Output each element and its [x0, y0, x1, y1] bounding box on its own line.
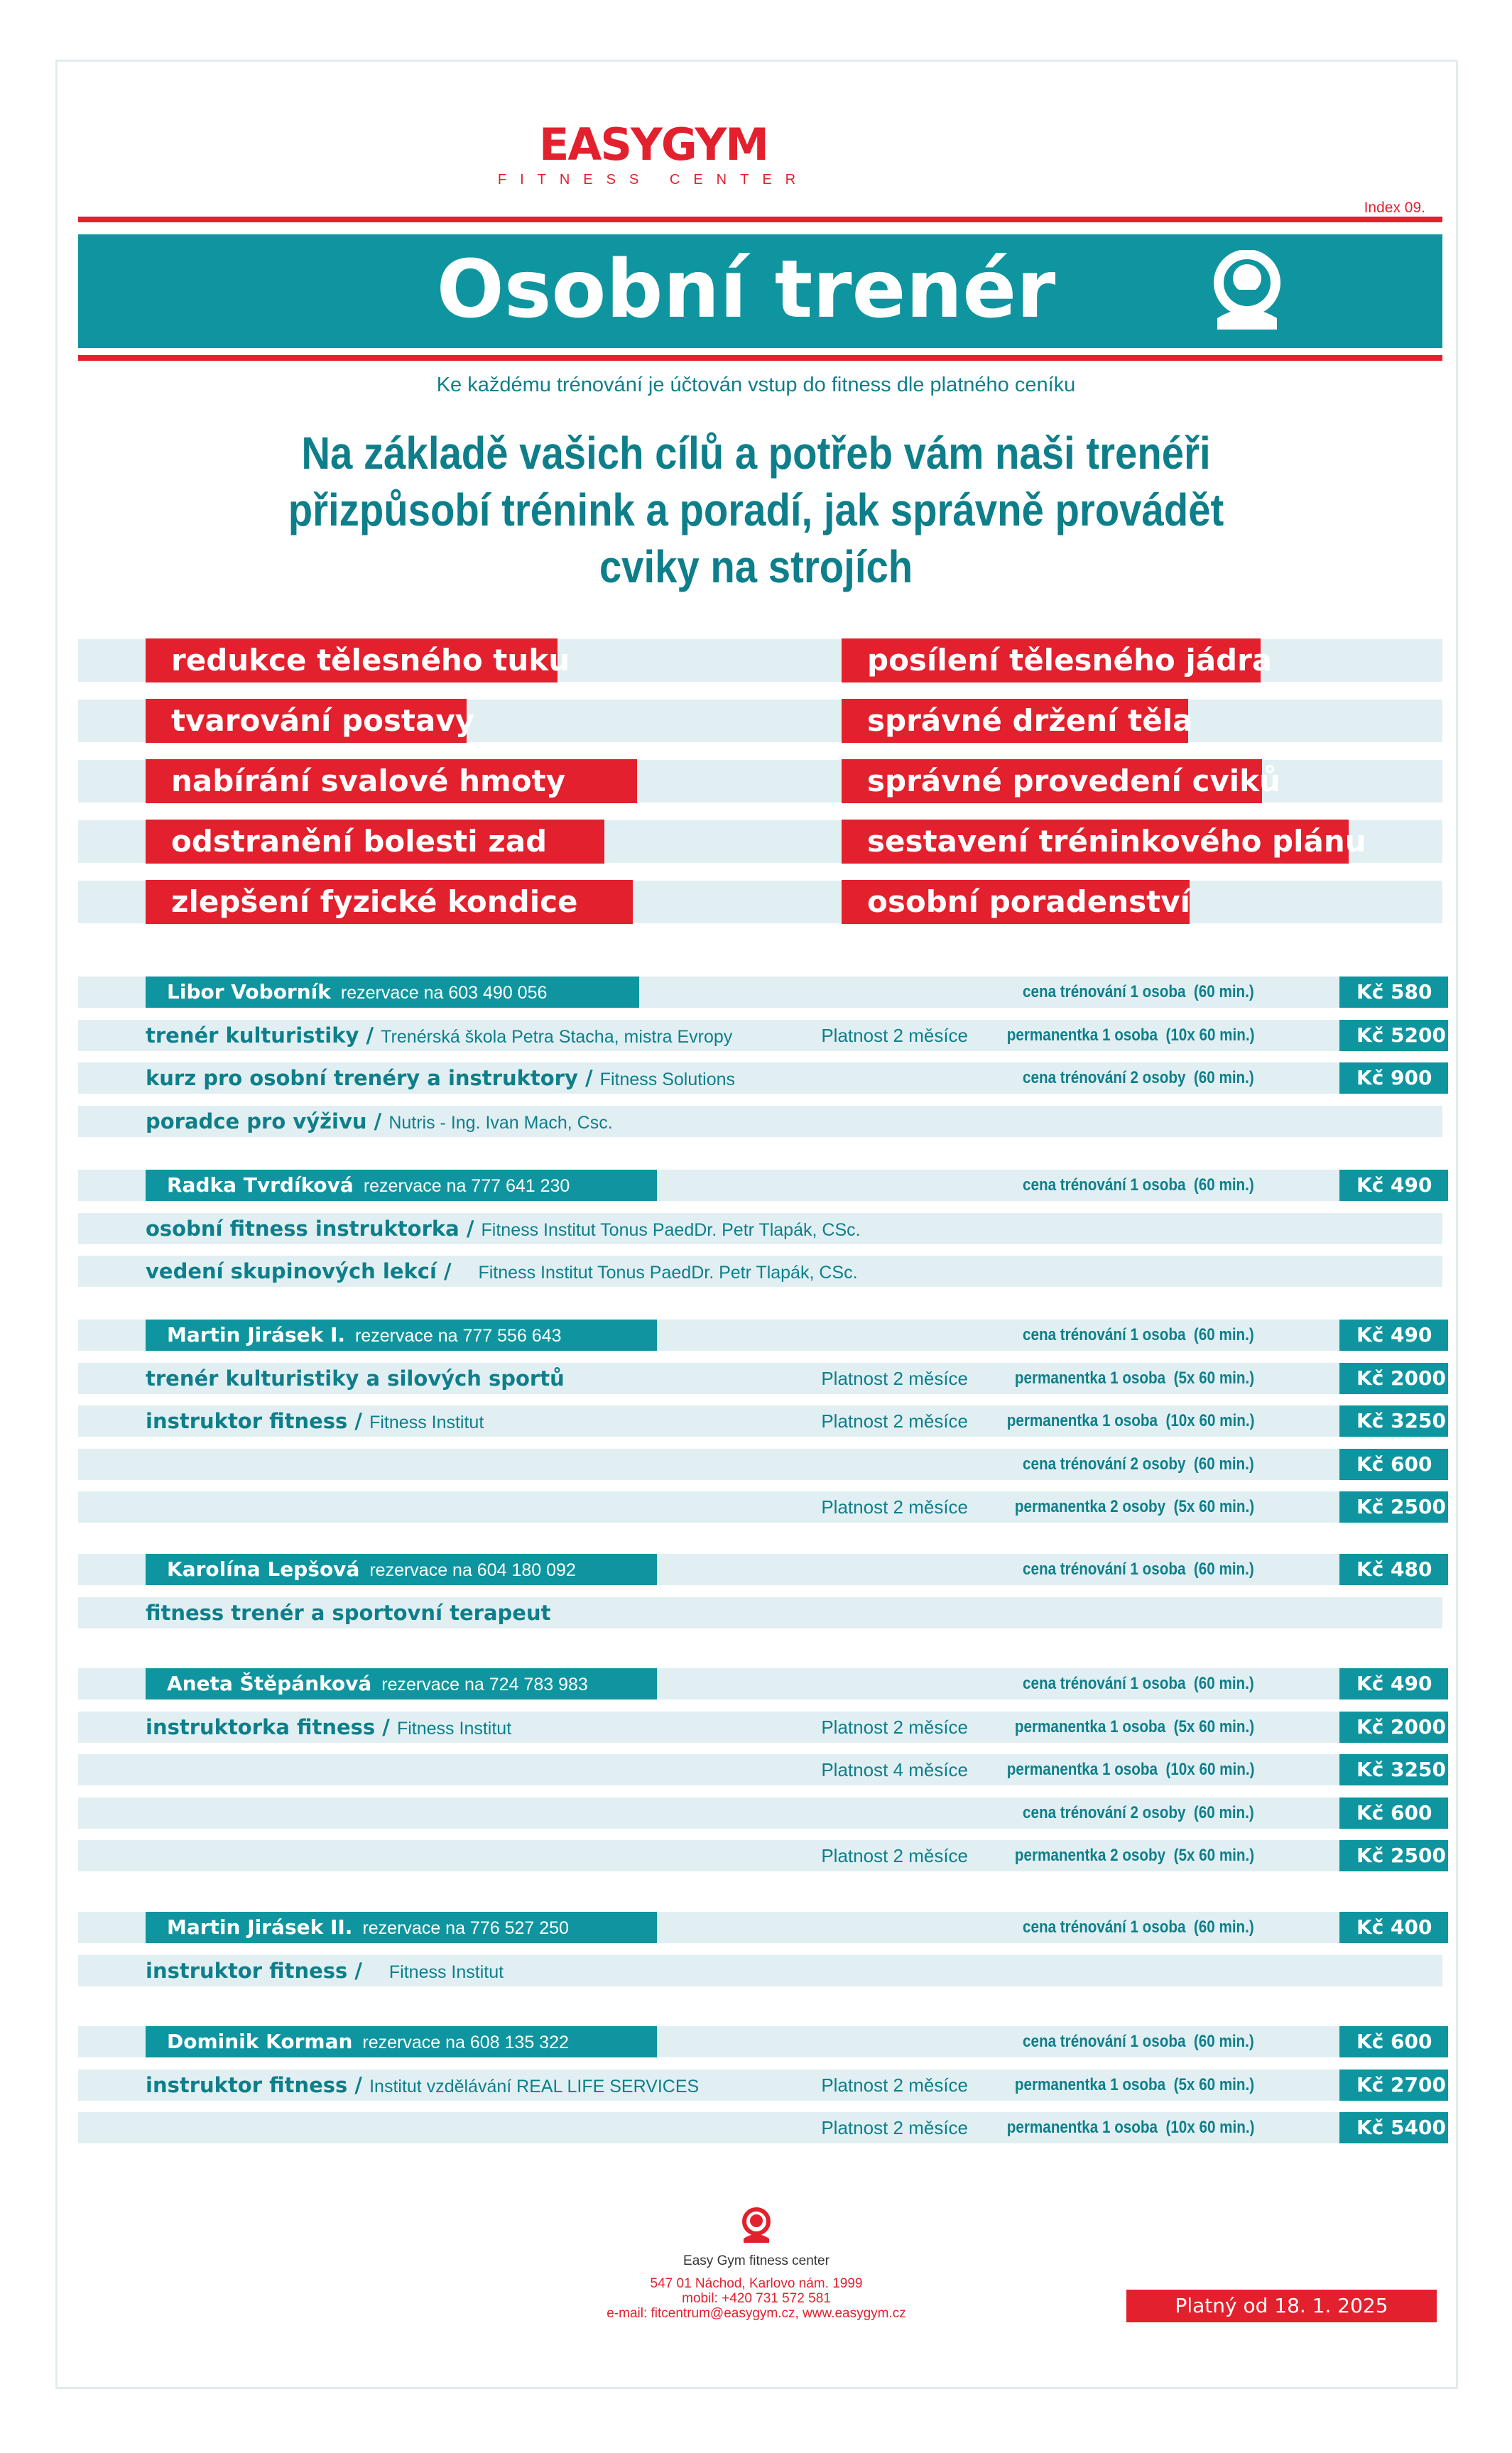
- price-value: Kč 5200: [1339, 1020, 1448, 1051]
- trainer-detail-row: [78, 1597, 1442, 1628]
- trainer-name-tag: [146, 1170, 657, 1201]
- goal-label: správné provedení cviků: [842, 759, 1262, 803]
- price-value: Kč 490: [1339, 1170, 1448, 1201]
- footer-mobile: mobil: +420 731 572 581: [682, 2291, 831, 2306]
- price-value: Kč 900: [1339, 1062, 1448, 1094]
- title-banner: [78, 234, 1442, 348]
- goal-label: sestavení tréninkového plánu: [842, 820, 1349, 864]
- footer-company: Easy Gym fitness center: [683, 2253, 830, 2268]
- index-label: Index 09.: [1364, 200, 1425, 216]
- logo-main: EASYGYM: [538, 119, 768, 170]
- trainer-detail-row: [78, 1256, 1442, 1287]
- trainer-detail-row: [78, 1363, 1446, 1394]
- price-label: cena trénování 1 osoba (60 min.): [1023, 1674, 1254, 1693]
- trainer-name-tag: [146, 1554, 657, 1585]
- trainer-reservation-phone: rezervace na 604 180 092: [369, 1560, 576, 1580]
- price-label: cena trénování 1 osoba (60 min.): [1023, 1918, 1254, 1937]
- headline-line-3: cviky na strojích: [599, 541, 913, 592]
- qualification-source: Fitness Institut Tonus PaedDr. Petr Tlapák, CSc.: [458, 1263, 858, 1283]
- trainer-reservation-phone: rezervace na 608 135 322: [362, 2033, 569, 2052]
- valid-from-badge: Platný od 18. 1. 2025: [1126, 2290, 1437, 2322]
- price-value: Kč 5400: [1339, 2112, 1448, 2143]
- trainer-name: Aneta Štěpánková: [167, 1672, 372, 1695]
- trainer-detail-row: [78, 2069, 1446, 2101]
- trainer-reservation-phone: rezervace na 776 527 250: [362, 1918, 569, 1938]
- price-value: Kč 480: [1339, 1554, 1448, 1585]
- trainer-reservation-phone: rezervace na 603 490 056: [340, 983, 548, 1003]
- trainer-qualification: [146, 1363, 565, 1398]
- price-label: permanentka 2 osoby (5x 60 min.): [1014, 1497, 1254, 1516]
- trainer-detail-row: [78, 1712, 1446, 1743]
- trainer-name-tag: [146, 1320, 657, 1351]
- qualification-source: Trenérská škola Petra Stacha, mistra Evropy: [381, 1027, 733, 1047]
- trainer-name-tag: [146, 1668, 657, 1699]
- goal-label: osobní poradenství: [842, 880, 1190, 924]
- price-value: Kč 2000: [1339, 1712, 1448, 1743]
- price-label: cena trénování 1 osoba (60 min.): [1023, 2032, 1254, 2051]
- price-value: Kč 3250: [1339, 1754, 1448, 1785]
- price-value: Kč 2500: [1339, 1840, 1448, 1871]
- trainer-detail-row: [78, 1020, 1446, 1051]
- trainer-header-row: [78, 1554, 1442, 1585]
- qualification-source: Fitness Institut Tonus PaedDr. Petr Tlapák, CSc.: [481, 1220, 861, 1240]
- trainer-header-row: [78, 1912, 1442, 1943]
- footer-address: 547 01 Náchod, Karlovo nám. 1999: [650, 2276, 863, 2291]
- validity-period: Platnost 2 měsíce: [821, 1717, 968, 1738]
- trainer-detail-row: [78, 1840, 1446, 1871]
- price-value: Kč 600: [1339, 1449, 1448, 1480]
- trainer-name: Libor Voborník: [167, 980, 331, 1003]
- qualification-title: fitness trenér a sportovní terapeut: [146, 1601, 551, 1625]
- trainer-name-tag: [146, 977, 639, 1008]
- easygym-figure-icon: [738, 2207, 775, 2244]
- price-label: cena trénování 2 osoby (60 min.): [1023, 1068, 1254, 1087]
- validity-period: Platnost 2 měsíce: [821, 1368, 968, 1389]
- qualification-source: Fitness Institut: [396, 1719, 512, 1739]
- trainer-qualification: [146, 1256, 858, 1291]
- trainer-name: Radka Tvrdíková: [167, 1173, 354, 1197]
- goal-label: zlepšení fyzické kondice: [146, 880, 633, 924]
- trainer-name: Karolína Lepšová: [167, 1557, 360, 1581]
- trainer-header-row: [78, 2026, 1442, 2057]
- price-label: permanentka 1 osoba (5x 60 min.): [1014, 1717, 1254, 1736]
- top-red-line: [78, 217, 1442, 222]
- price-value: Kč 2000: [1339, 1363, 1448, 1394]
- price-label: permanentka 1 osoba (5x 60 min.): [1014, 2075, 1254, 2094]
- trainer-detail-row: [78, 2112, 1446, 2143]
- trainer-qualification: [146, 1405, 484, 1441]
- trainer-header-row: [78, 1170, 1442, 1201]
- headline-line-2: přizpůsobí trénink a poradí, jak správně provádět: [288, 484, 1224, 535]
- headline-line-1: Na základě vašich cílů a potřeb vám naši trenéři: [301, 428, 1211, 479]
- trainer-qualification: [146, 1020, 732, 1055]
- trainer-name: Dominik Korman: [167, 2030, 353, 2053]
- price-label: permanentka 1 osoba (5x 60 min.): [1014, 1369, 1254, 1388]
- trainer-detail-row: [78, 1405, 1446, 1437]
- trainer-reservation-phone: rezervace na 777 556 643: [355, 1326, 562, 1346]
- trainer-name: Martin Jirásek II.: [167, 1915, 353, 1939]
- validity-period: Platnost 2 měsíce: [821, 1410, 968, 1432]
- price-label: cena trénování 2 osoby (60 min.): [1023, 1454, 1254, 1474]
- trainer-detail-row: [78, 1062, 1442, 1094]
- footer: [533, 2207, 980, 2321]
- qualification-title: vedení skupinových lekcí /: [146, 1259, 459, 1283]
- trainer-detail-row: [78, 1213, 1442, 1244]
- trainer-detail-row: [78, 1955, 1442, 1986]
- validity-period: Platnost 2 měsíce: [821, 1025, 968, 1046]
- trainer-detail-row: [78, 1754, 1446, 1785]
- price-value: Kč 2700: [1339, 2069, 1448, 2101]
- qualification-title: instruktor fitness /: [146, 1409, 370, 1433]
- trainer-qualification: [146, 1597, 550, 1633]
- qualification-title: trenér kulturistiky /: [146, 1023, 381, 1048]
- qualification-source: Fitness Institut: [369, 1413, 484, 1432]
- headline: [91, 425, 1422, 595]
- price-value: Kč 400: [1339, 1912, 1448, 1943]
- goal-label: redukce tělesného tuku: [146, 638, 558, 682]
- trainer-name: Martin Jirásek I.: [167, 1323, 346, 1347]
- qualification-title: instruktorka fitness /: [146, 1715, 397, 1739]
- price-label: cena trénování 1 osoba (60 min.): [1023, 1175, 1254, 1195]
- validity-period: Platnost 2 měsíce: [821, 2074, 968, 2096]
- trainer-qualification: [146, 1062, 735, 1098]
- qualification-source: Institut vzdělávání REAL LIFE SERVICES: [369, 2077, 700, 2096]
- price-label: cena trénování 2 osoby (60 min.): [1023, 1803, 1254, 1822]
- qualification-source: Nutris - Ing. Ivan Mach, Csc.: [388, 1113, 613, 1133]
- price-value: Kč 600: [1339, 2026, 1448, 2057]
- page-title: Osobní trenér: [436, 244, 1056, 336]
- price-label: permanentka 2 osoby (5x 60 min.): [1014, 1846, 1254, 1865]
- footer-email: e-mail: fitcentrum@easygym.cz, www.easygym.cz: [607, 2306, 906, 2321]
- price-label: cena trénování 1 osoba (60 min.): [1023, 1560, 1254, 1579]
- qualification-source: Fitness Solutions: [599, 1070, 736, 1089]
- qualification-title: kurz pro osobní trenéry a instruktory /: [146, 1066, 600, 1090]
- trainer-person-icon: [1204, 250, 1290, 335]
- goal-label: správné držení těla: [842, 699, 1188, 743]
- trainer-detail-row: [78, 1449, 1442, 1480]
- price-value: Kč 3250: [1339, 1405, 1448, 1437]
- validity-period: Platnost 2 měsíce: [821, 2117, 968, 2138]
- bottom-red-line: [78, 355, 1442, 361]
- trainer-qualification: [146, 2069, 699, 2105]
- trainer-name-tag: [146, 1912, 657, 1943]
- trainer-header-row: [78, 977, 1442, 1008]
- qualification-title: instruktor fitness /: [146, 1959, 370, 1983]
- goal-label: posílení tělesného jádra: [842, 638, 1261, 682]
- trainer-reservation-phone: rezervace na 724 783 983: [381, 1675, 588, 1695]
- trainer-qualification: [146, 1712, 511, 1747]
- price-value: Kč 490: [1339, 1320, 1448, 1351]
- qualification-title: poradce pro výživu /: [146, 1109, 389, 1133]
- price-label: permanentka 1 osoba (10x 60 min.): [1006, 1760, 1254, 1779]
- trainer-header-row: [78, 1320, 1442, 1351]
- qualification-title: trenér kulturistiky a silových sportů: [146, 1366, 565, 1391]
- goal-label: nabírání svalové hmoty: [146, 759, 637, 803]
- goal-label: odstranění bolesti zad: [146, 820, 604, 864]
- price-label: cena trénování 1 osoba (60 min.): [1023, 1325, 1254, 1344]
- logo-subtitle: FITNESS CENTER: [497, 172, 810, 187]
- trainer-qualification: [146, 1213, 861, 1249]
- easygym-logo: [497, 119, 810, 193]
- trainer-detail-row: [78, 1106, 1442, 1137]
- price-value: Kč 580: [1339, 977, 1448, 1008]
- entry-fee-note: Ke každému trénování je účtován vstup do fitness dle platného ceníku: [436, 374, 1076, 396]
- trainer-name-tag: [146, 2026, 657, 2057]
- validity-period: Platnost 4 měsíce: [821, 1759, 968, 1780]
- price-label: permanentka 1 osoba (10x 60 min.): [1006, 1026, 1254, 1045]
- trainer-detail-row: [78, 1797, 1442, 1829]
- qualification-source: Fitness Institut: [369, 1962, 504, 1982]
- price-label: permanentka 1 osoba (10x 60 min.): [1006, 1411, 1254, 1430]
- price-label: cena trénování 1 osoba (60 min.): [1023, 982, 1254, 1001]
- trainer-reservation-phone: rezervace na 777 641 230: [363, 1176, 570, 1196]
- qualification-title: osobní fitness instruktorka /: [146, 1217, 482, 1241]
- trainer-header-row: [78, 1668, 1442, 1699]
- validity-period: Platnost 2 měsíce: [821, 1845, 968, 1866]
- price-value: Kč 2500: [1339, 1491, 1448, 1523]
- trainer-qualification: [146, 1106, 613, 1141]
- qualification-title: instruktor fitness /: [146, 2073, 370, 2097]
- price-label: permanentka 1 osoba (10x 60 min.): [1006, 2118, 1254, 2137]
- price-value: Kč 600: [1339, 1797, 1448, 1829]
- price-value: Kč 490: [1339, 1668, 1448, 1699]
- trainer-detail-row: [78, 1491, 1446, 1523]
- goal-label: tvarování postavy: [146, 699, 467, 743]
- validity-period: Platnost 2 měsíce: [821, 1496, 968, 1518]
- trainer-qualification: [146, 1955, 504, 1991]
